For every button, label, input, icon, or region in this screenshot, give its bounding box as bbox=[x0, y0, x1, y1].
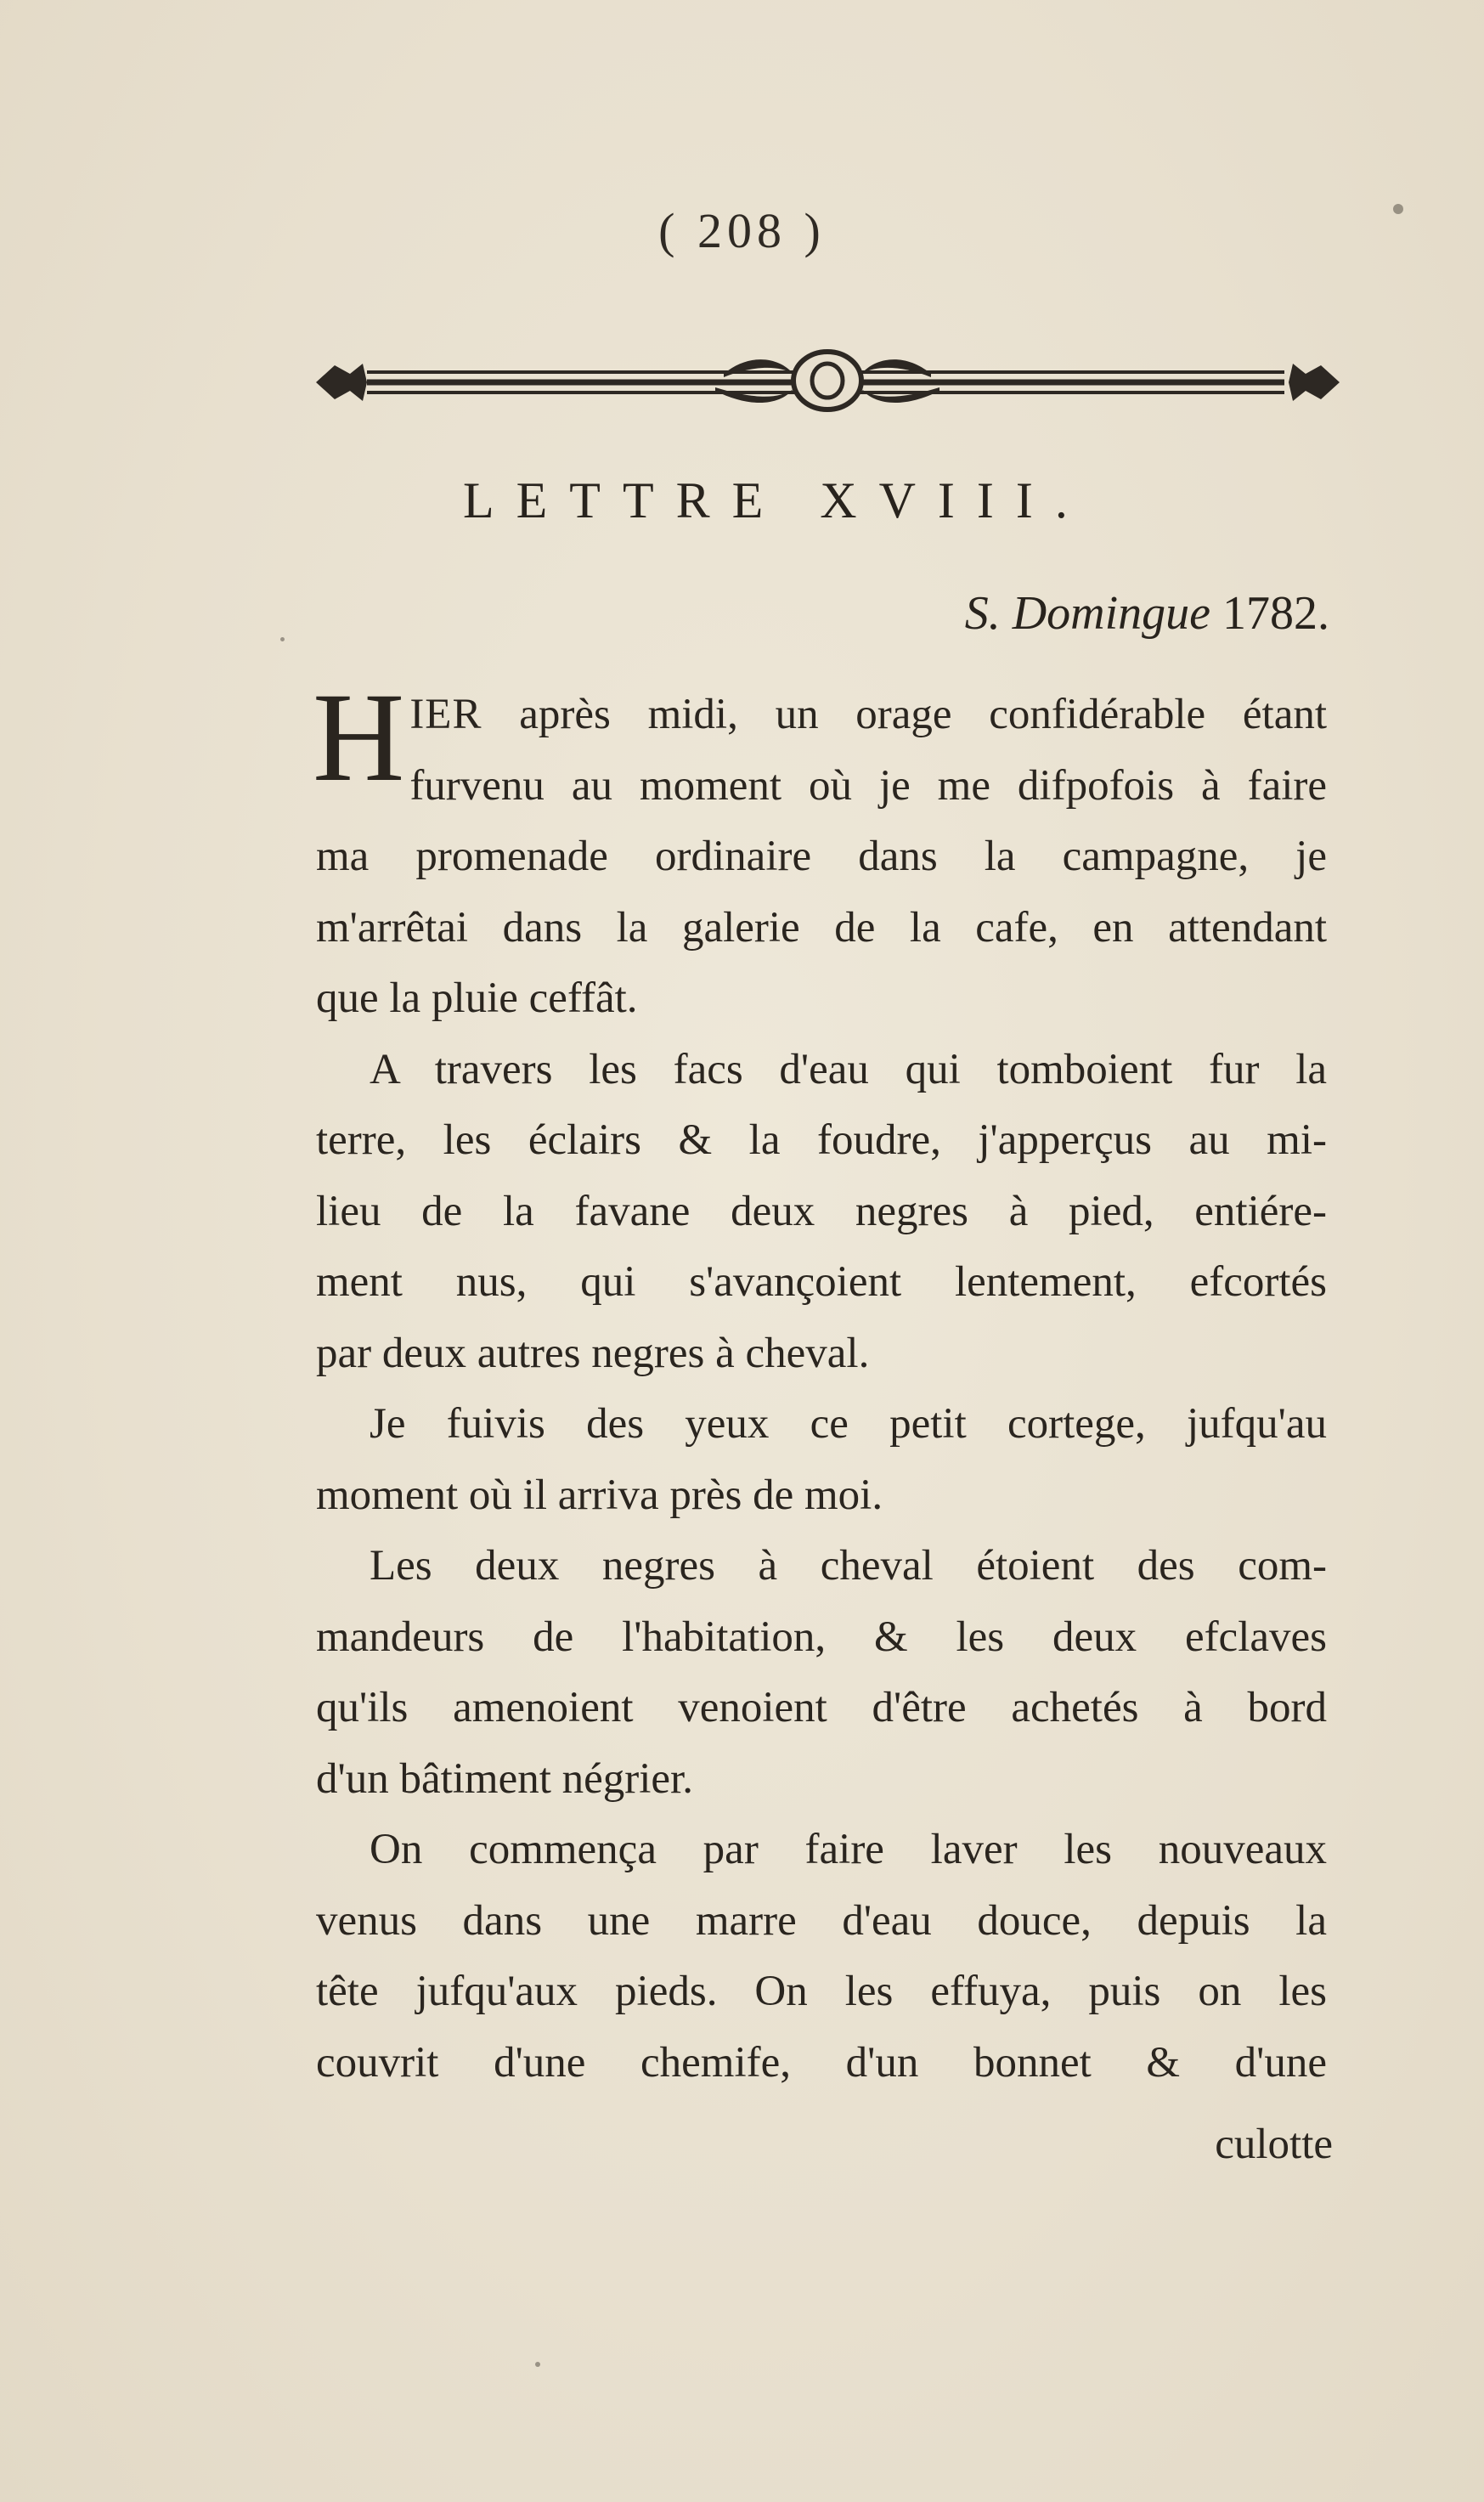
paper-speck bbox=[1393, 204, 1403, 214]
place-and-date bbox=[965, 586, 1329, 641]
text-line: que la pluie ceffât. bbox=[316, 974, 638, 1022]
text-line: IER après midi, un orage confidérable étant bbox=[409, 691, 1327, 738]
text-line: tête jufqu'aux pieds. On les effuya, puis on les bbox=[316, 1968, 1327, 2015]
catchword: culotte bbox=[1215, 2121, 1333, 2168]
year: 1782. bbox=[1222, 587, 1329, 640]
text-line: ma promenade ordinaire dans la campagne, je bbox=[316, 833, 1327, 880]
drop-capital: H bbox=[313, 667, 405, 808]
first-word-rest: IER bbox=[409, 691, 482, 738]
ornamental-rule-icon bbox=[316, 340, 1340, 425]
text-line: On commença par faire laver les nouveaux bbox=[370, 1826, 1327, 1873]
paper-speck bbox=[280, 637, 285, 641]
text-line: mandeurs de l'habitation, & les deux efclaves bbox=[316, 1612, 1327, 1661]
letter-title: LETTRE XVIII. bbox=[463, 472, 1090, 528]
text-line: furvenu au moment où je me difpofois à faire bbox=[409, 761, 1327, 810]
text-line: venus dans une marre d'eau douce, depuis la bbox=[316, 1896, 1327, 1945]
text-line: terre, les éclairs & la foudre, j'apperçus au mi- bbox=[316, 1116, 1327, 1164]
text-line: qu'ils amenoient venoient d'être achetés à bord bbox=[316, 1684, 1327, 1731]
text-line: par deux autres negres à cheval. bbox=[316, 1329, 870, 1377]
paper-speck bbox=[535, 2362, 540, 2367]
letter-body bbox=[313, 667, 1327, 2098]
page-number: ( 208 ) bbox=[658, 203, 826, 258]
text-line: lieu de la favane deux negres à pied, entiére- bbox=[316, 1187, 1327, 1235]
text-line: Les deux negres à cheval étoient des com- bbox=[370, 1542, 1327, 1590]
text-line: ment nus, qui s'avançoient lentement, efcortés bbox=[316, 1258, 1327, 1306]
text-line: A travers les facs d'eau qui tomboient fur la bbox=[370, 1045, 1327, 1093]
place-name: S. Domingue bbox=[964, 587, 1210, 640]
text-line: moment où il arriva près de moi. bbox=[316, 1471, 883, 1519]
text-line: d'un bâtiment négrier. bbox=[316, 1754, 693, 1803]
text-line: Je fuivis des yeux ce petit cortege, jufqu'au bbox=[370, 1400, 1327, 1448]
text-line: couvrit d'une chemife, d'un bonnet & d'une bbox=[316, 2038, 1327, 2087]
text-line: m'arrêtai dans la galerie de la cafe, en attendant bbox=[316, 903, 1327, 952]
